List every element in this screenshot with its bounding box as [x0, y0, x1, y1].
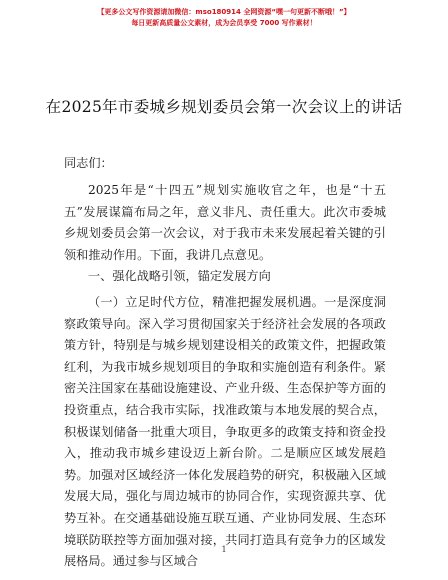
page-number: 1	[221, 545, 227, 554]
body-paragraph	[64, 292, 386, 573]
intro-text: 2025年是“十四五”规划实施收官之年，也是“十五五”发展谋篇布局之年，意义非凡、责任重大。此次市委城乡规划委员会第一次会议，对于我市未来发展起着关键的引领和推动作用。下面，我讲几点意见。	[64, 183, 386, 262]
promo-banner-line-2: 每日更新高质量公文素材，成为会员享受 7000 写作素材！	[131, 19, 317, 27]
promo-banner-line-1: 【更多公文写作资源请加微信：mso180914 全网资源“嘿一句更新不断哦！”】	[97, 8, 351, 16]
intro-paragraph	[64, 180, 386, 266]
body-paragraph-text: （一）立足时代方位，精准把握发展机遇。一是深度洞察政策导向。深入学习贯彻国家关于经济社会发展的各项政策方针，特别是与城乡规划建设相关的政策文件，把握政策红利，为我市城乡规划项目的争取和实施创造有利条件。紧密关注国家在基础设施建设、产业升级、生态保护等方面的投资重点，结合我市实际，找准政策与本地发展的契合点，积极谋划储备一批重大项目，争取更多的政策支持和资金投入，推动我市城乡建设迈上新台阶。二是顺应区域发展趋势。加强对区域经济一体化发展趋势的研究，积极融入区域发展大局，强化与周边城市的协同合作，实现资源共享、优势互补。在交通基础设施互联互通、产业协同发展、生态环境联防联控等方面加强对接，共同打造具有竞争力的区域发展格局。通过参与区域合	[64, 295, 386, 569]
salutation-text: 同志们：	[64, 156, 113, 170]
salutation	[64, 153, 386, 175]
section-heading-text: 一、强化战略引领，锚定发展方向	[88, 269, 271, 283]
section-heading	[64, 266, 386, 288]
document-title: 在2025年市委城乡规划委员会第一次会议上的讲话	[45, 98, 403, 116]
